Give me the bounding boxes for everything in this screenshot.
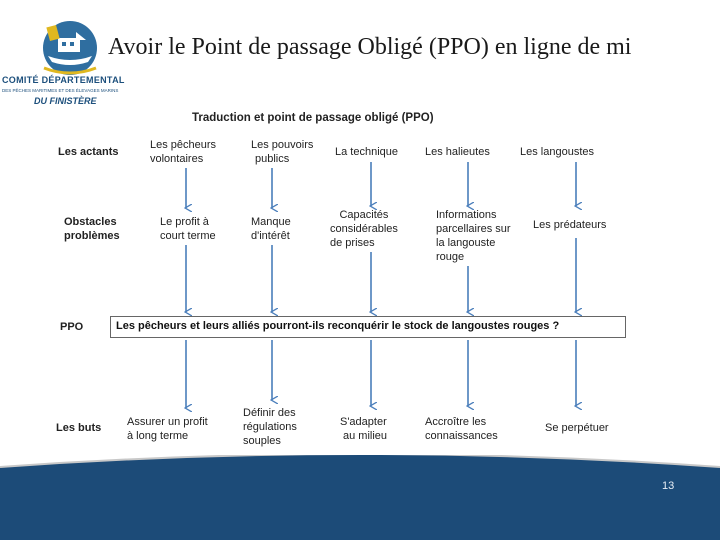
actant-halieutes: Les halieutes	[425, 146, 490, 158]
logo-text-main: COMITÉ DÉPARTEMENTAL	[2, 75, 125, 85]
row-label-buts: Les buts	[56, 422, 102, 434]
obstacle-informations: Informations parcellaires sur la langouste rouge	[436, 209, 511, 263]
logo-text-sub: DES PÊCHES MARITIMES ET DES ÉLEVAGES MARINS	[2, 88, 119, 93]
row-label-problemes: problèmes	[64, 230, 120, 242]
actant-pouvoirs-publics: Les pouvoirs publics	[251, 139, 314, 165]
obstacle-predateurs: Les prédateurs	[533, 219, 607, 231]
row-label-actants: Les actants	[58, 146, 119, 158]
but-adapter: S'adapter au milieu	[340, 416, 388, 442]
actant-technique: La technique	[335, 146, 398, 158]
row-label-obstacles: Obstacles	[64, 216, 117, 228]
but-connaissances: Accroître les connaissances	[425, 416, 498, 442]
but-regulations: Définir des régulations souples	[243, 407, 297, 447]
but-profit-long-terme: Assurer un profit à long terme	[127, 416, 208, 442]
ppo-question: Les pêcheurs et leurs alliés pourront-ils reconquérir le stock de langoustes rouges ?	[116, 320, 560, 332]
actant-pecheurs: Les pêcheurs volontaires	[150, 139, 217, 165]
but-perpetuer: Se perpétuer	[545, 422, 609, 434]
actant-langoustes: Les langoustes	[520, 146, 594, 158]
footer-band	[0, 455, 720, 540]
obstacle-capacites: Capacités considérables de prises	[330, 209, 398, 249]
slide-title: Avoir le Point de passage Obligé (PPO) en ligne de mi	[108, 34, 632, 60]
row-label-ppo: PPO	[60, 321, 84, 333]
logo-text-region: DU FINISTÈRE	[34, 96, 97, 106]
obstacle-profit: Le profit à court terme	[160, 216, 216, 242]
obstacle-manque-interet: Manque d'intérêt	[251, 216, 291, 242]
page-number: 13	[662, 480, 675, 492]
diagram-title: Traduction et point de passage obligé (PPO)	[192, 112, 434, 124]
